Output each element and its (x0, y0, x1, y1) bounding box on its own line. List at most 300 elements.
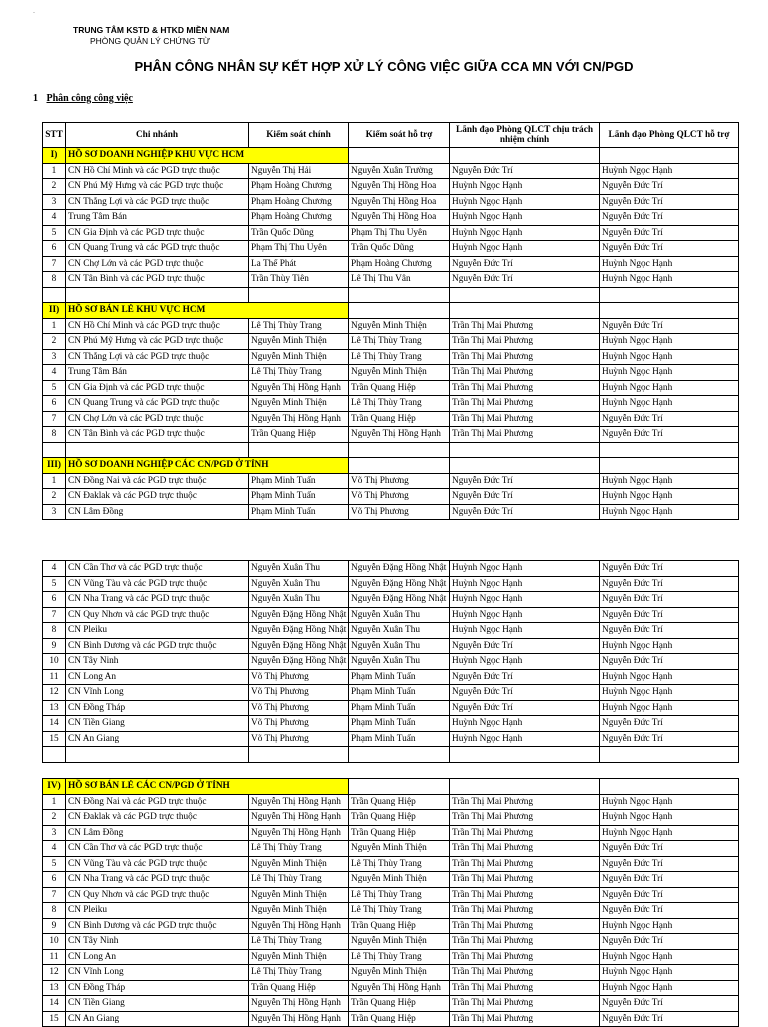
branch-cell: CN Vũng Tàu và các PGD trực thuộc (66, 576, 249, 592)
branch-cell: Trung Tâm Bán (66, 210, 249, 226)
lead-main-cell: Trần Thị Mai Phương (450, 887, 600, 903)
table-header-row (43, 123, 739, 148)
lead-support-cell: Huỳnh Ngọc Hạnh (600, 794, 739, 810)
empty-cell (600, 779, 739, 795)
lead-support-cell: Nguyễn Đức Trí (600, 731, 739, 747)
lead-support-cell: Huỳnh Ngọc Hạnh (600, 685, 739, 701)
main-controller-cell: Nguyễn Thị Hồng Hạnh (249, 810, 349, 826)
lead-main-cell: Trần Thị Mai Phương (450, 841, 600, 857)
table-row (43, 794, 739, 810)
main-controller-cell: Trần Quốc Dũng (249, 225, 349, 241)
branch-cell: CN Pleiku (66, 623, 249, 639)
table-row (43, 638, 739, 654)
col-header-stt: STT (43, 123, 66, 148)
branch-cell: CN An Giang (66, 731, 249, 747)
empty-cell (43, 442, 66, 458)
main-controller-cell: Lê Thị Thùy Trang (249, 872, 349, 888)
empty-cell (450, 779, 600, 795)
stt-cell: 5 (43, 380, 66, 396)
lead-support-cell: Huỳnh Ngọc Hạnh (600, 349, 739, 365)
empty-cell (450, 287, 600, 303)
col-header-lead-main: Lãnh đạo Phòng QLCT chịu trách nhiệm chính (450, 123, 600, 148)
empty-cell (349, 779, 450, 795)
table-row (43, 887, 739, 903)
support-controller-cell: Trần Quang Hiệp (349, 794, 450, 810)
main-controller-cell: Nguyễn Thị Hồng Hạnh (249, 411, 349, 427)
branch-cell: CN Lâm Đồng (66, 825, 249, 841)
main-controller-cell: La Thế Phát (249, 256, 349, 272)
stt-cell: 1 (43, 163, 66, 179)
support-controller-cell: Nguyễn Đặng Hồng Nhật (349, 592, 450, 608)
col-header-branch: Chi nhánh (66, 123, 249, 148)
main-controller-cell: Nguyễn Đặng Hồng Nhật (249, 607, 349, 623)
col-header-support-controller: Kiểm soát hỗ trợ (349, 123, 450, 148)
branch-cell: CN Quy Nhơn và các PGD trực thuộc (66, 887, 249, 903)
group-header-row (43, 303, 739, 319)
lead-support-cell: Huỳnh Ngọc Hạnh (600, 473, 739, 489)
main-controller-cell: Nguyễn Xuân Thu (249, 561, 349, 577)
empty-cell (43, 747, 66, 763)
support-controller-cell: Lê Thị Thùy Trang (349, 349, 450, 365)
lead-support-cell: Nguyễn Đức Trí (600, 607, 739, 623)
main-controller-cell: Nguyễn Minh Thiện (249, 349, 349, 365)
lead-support-cell: Nguyễn Đức Trí (600, 716, 739, 732)
lead-main-cell: Trần Thị Mai Phương (450, 1011, 600, 1027)
group-number: I) (43, 148, 66, 164)
support-controller-cell: Trần Quang Hiệp (349, 996, 450, 1012)
main-controller-cell: Lê Thị Thùy Trang (249, 934, 349, 950)
empty-cell (600, 458, 739, 474)
stt-cell: 7 (43, 887, 66, 903)
empty-cell (66, 442, 249, 458)
main-controller-cell: Nguyễn Thị Hồng Hạnh (249, 825, 349, 841)
lead-support-cell: Nguyễn Đức Trí (600, 179, 739, 195)
table-row (43, 504, 739, 520)
branch-cell: CN Hồ Chí Minh và các PGD trực thuộc (66, 318, 249, 334)
lead-main-cell: Trần Thị Mai Phương (450, 965, 600, 981)
empty-cell (600, 747, 739, 763)
lead-support-cell: Nguyễn Đức Trí (600, 934, 739, 950)
lead-support-cell: Nguyễn Đức Trí (600, 576, 739, 592)
lead-main-cell: Trần Thị Mai Phương (450, 349, 600, 365)
branch-cell: CN Đồng Tháp (66, 980, 249, 996)
stt-cell: 6 (43, 872, 66, 888)
lead-main-cell: Trần Thị Mai Phương (450, 903, 600, 919)
empty-cell (450, 458, 600, 474)
lead-main-cell: Huỳnh Ngọc Hạnh (450, 607, 600, 623)
branch-cell: CN Thắng Lợi và các PGD trực thuộc (66, 349, 249, 365)
branch-cell: CN Tiền Giang (66, 716, 249, 732)
lead-main-cell: Trần Thị Mai Phương (450, 318, 600, 334)
support-controller-cell: Nguyễn Thị Hồng Hạnh (349, 980, 450, 996)
table-row (43, 949, 739, 965)
empty-cell (450, 442, 600, 458)
lead-support-cell: Huỳnh Ngọc Hạnh (600, 365, 739, 381)
stt-cell: 2 (43, 179, 66, 195)
empty-cell (349, 747, 450, 763)
support-controller-cell: Nguyễn Minh Thiện (349, 934, 450, 950)
branch-cell: CN Quang Trung và các PGD trực thuộc (66, 241, 249, 257)
empty-cell (349, 148, 450, 164)
lead-main-cell: Trần Thị Mai Phương (450, 380, 600, 396)
lead-main-cell: Nguyễn Đức Trí (450, 256, 600, 272)
table-row (43, 685, 739, 701)
lead-support-cell: Huỳnh Ngọc Hạnh (600, 256, 739, 272)
stt-cell: 1 (43, 473, 66, 489)
main-controller-cell: Nguyễn Minh Thiện (249, 334, 349, 350)
lead-support-cell: Nguyễn Đức Trí (600, 427, 739, 443)
stt-cell: 4 (43, 210, 66, 226)
main-controller-cell: Lê Thị Thùy Trang (249, 841, 349, 857)
table-row (43, 965, 739, 981)
lead-main-cell: Huỳnh Ngọc Hạnh (450, 731, 600, 747)
table-row (43, 810, 739, 826)
lead-support-cell: Huỳnh Ngọc Hạnh (600, 638, 739, 654)
stt-cell: 8 (43, 903, 66, 919)
table-row (43, 272, 739, 288)
support-controller-cell: Phạm Thị Thu Uyên (349, 225, 450, 241)
empty-cell (349, 458, 450, 474)
lead-support-cell: Huỳnh Ngọc Hạnh (600, 700, 739, 716)
section-label: Phân công công việc (46, 93, 133, 104)
support-controller-cell: Phạm Minh Tuấn (349, 685, 450, 701)
main-controller-cell: Nguyễn Thị Hồng Hạnh (249, 1011, 349, 1027)
table-row (43, 427, 739, 443)
support-controller-cell: Võ Thị Phương (349, 504, 450, 520)
lead-support-cell: Nguyễn Đức Trí (600, 194, 739, 210)
lead-main-cell: Huỳnh Ngọc Hạnh (450, 716, 600, 732)
table-row (43, 872, 739, 888)
main-controller-cell: Lê Thị Thùy Trang (249, 365, 349, 381)
empty-cell (349, 442, 450, 458)
stt-cell: 8 (43, 272, 66, 288)
main-controller-cell: Nguyễn Xuân Thu (249, 576, 349, 592)
main-controller-cell: Lê Thị Thùy Trang (249, 318, 349, 334)
empty-cell (600, 303, 739, 319)
lead-main-cell: Nguyễn Đức Trí (450, 700, 600, 716)
stt-cell: 15 (43, 1011, 66, 1027)
support-controller-cell: Lê Thị Thùy Trang (349, 887, 450, 903)
blank-row (43, 442, 739, 458)
support-controller-cell: Nguyễn Xuân Thu (349, 638, 450, 654)
lead-main-cell: Trần Thị Mai Phương (450, 996, 600, 1012)
col-header-main-controller: Kiểm soát chính (249, 123, 349, 148)
group-number: II) (43, 303, 66, 319)
lead-support-cell: Huỳnh Ngọc Hạnh (600, 163, 739, 179)
main-controller-cell: Nguyễn Minh Thiện (249, 856, 349, 872)
lead-main-cell: Huỳnh Ngọc Hạnh (450, 561, 600, 577)
stt-cell: 15 (43, 731, 66, 747)
lead-main-cell: Huỳnh Ngọc Hạnh (450, 210, 600, 226)
support-controller-cell: Phạm Minh Tuấn (349, 669, 450, 685)
support-controller-cell: Nguyễn Thị Hồng Hạnh (349, 427, 450, 443)
branch-cell: CN Chợ Lớn và các PGD trực thuộc (66, 411, 249, 427)
empty-cell (600, 148, 739, 164)
support-controller-cell: Nguyễn Xuân Trường (349, 163, 450, 179)
main-controller-cell: Lê Thị Thùy Trang (249, 965, 349, 981)
branch-cell: CN Cần Thơ và các PGD trực thuộc (66, 561, 249, 577)
table-row (43, 473, 739, 489)
stt-cell: 12 (43, 965, 66, 981)
table-row (43, 396, 739, 412)
support-controller-cell: Lê Thị Thùy Trang (349, 396, 450, 412)
table-row (43, 334, 739, 350)
table-row (43, 592, 739, 608)
branch-cell: CN Vĩnh Long (66, 965, 249, 981)
branch-cell: CN Lâm Đồng (66, 504, 249, 520)
stt-cell: 4 (43, 561, 66, 577)
lead-main-cell: Trần Thị Mai Phương (450, 411, 600, 427)
support-controller-cell: Võ Thị Phương (349, 473, 450, 489)
lead-support-cell: Huỳnh Ngọc Hạnh (600, 669, 739, 685)
lead-main-cell: Trần Thị Mai Phương (450, 396, 600, 412)
stt-cell: 11 (43, 669, 66, 685)
branch-cell: CN Tiền Giang (66, 996, 249, 1012)
lead-support-cell: Nguyễn Đức Trí (600, 872, 739, 888)
lead-main-cell: Trần Thị Mai Phương (450, 872, 600, 888)
lead-main-cell: Trần Thị Mai Phương (450, 334, 600, 350)
stt-cell: 3 (43, 504, 66, 520)
stt-cell: 14 (43, 996, 66, 1012)
stt-cell: 1 (43, 794, 66, 810)
table-row (43, 365, 739, 381)
support-controller-cell: Nguyễn Đặng Hồng Nhật (349, 576, 450, 592)
support-controller-cell: Nguyễn Minh Thiện (349, 841, 450, 857)
stt-cell: 5 (43, 225, 66, 241)
branch-cell: CN Quy Nhơn và các PGD trực thuộc (66, 607, 249, 623)
lead-support-cell: Nguyễn Đức Trí (600, 841, 739, 857)
table-row (43, 411, 739, 427)
stt-cell: 8 (43, 427, 66, 443)
document-title: PHÂN CÔNG NHÂN SỰ KẾT HỢP XỬ LÝ CÔNG VIỆC GIỮA CCA MN VỚI CN/PGD (134, 59, 634, 74)
empty-cell (450, 303, 600, 319)
main-controller-cell: Nguyễn Thị Hải (249, 163, 349, 179)
lead-main-cell: Trần Thị Mai Phương (450, 980, 600, 996)
branch-cell: CN An Giang (66, 1011, 249, 1027)
main-controller-cell: Phạm Minh Tuấn (249, 489, 349, 505)
lead-main-cell: Huỳnh Ngọc Hạnh (450, 576, 600, 592)
table-row (43, 179, 739, 195)
table-row (43, 576, 739, 592)
branch-cell: CN Chợ Lớn và các PGD trực thuộc (66, 256, 249, 272)
support-controller-cell: Nguyễn Thị Hồng Hoa (349, 210, 450, 226)
lead-support-cell: Nguyễn Đức Trí (600, 903, 739, 919)
stt-cell: 14 (43, 716, 66, 732)
table-row (43, 856, 739, 872)
lead-support-cell: Nguyễn Đức Trí (600, 241, 739, 257)
main-controller-cell: Võ Thị Phương (249, 716, 349, 732)
stt-cell: 7 (43, 256, 66, 272)
branch-cell: CN Đồng Nai và các PGD trực thuộc (66, 794, 249, 810)
stt-cell: 7 (43, 607, 66, 623)
table-row (43, 716, 739, 732)
lead-main-cell: Nguyễn Đức Trí (450, 489, 600, 505)
branch-cell: CN Tây Ninh (66, 654, 249, 670)
support-controller-cell: Trần Quang Hiệp (349, 918, 450, 934)
table-row (43, 669, 739, 685)
support-controller-cell: Lê Thị Thùy Trang (349, 903, 450, 919)
lead-main-cell: Nguyễn Đức Trí (450, 638, 600, 654)
lead-main-cell: Huỳnh Ngọc Hạnh (450, 241, 600, 257)
support-controller-cell: Phạm Minh Tuấn (349, 700, 450, 716)
stt-cell: 2 (43, 489, 66, 505)
support-controller-cell: Nguyễn Đặng Hồng Nhật (349, 561, 450, 577)
empty-cell (66, 287, 249, 303)
stt-cell: 13 (43, 980, 66, 996)
branch-cell: CN Nha Trang và các PGD trực thuộc (66, 592, 249, 608)
lead-main-cell: Nguyễn Đức Trí (450, 669, 600, 685)
branch-cell: CN Đồng Nai và các PGD trực thuộc (66, 473, 249, 489)
branch-cell: CN Phú Mỹ Hưng và các PGD trực thuộc (66, 334, 249, 350)
table-row (43, 380, 739, 396)
main-controller-cell: Võ Thị Phương (249, 685, 349, 701)
stt-cell: 1 (43, 318, 66, 334)
empty-cell (249, 747, 349, 763)
empty-cell (600, 442, 739, 458)
main-controller-cell: Nguyễn Thị Hồng Hạnh (249, 380, 349, 396)
blank-row (43, 747, 739, 763)
table-row (43, 561, 739, 577)
lead-main-cell: Nguyễn Đức Trí (450, 163, 600, 179)
main-controller-cell: Phạm Hoàng Chương (249, 179, 349, 195)
support-controller-cell: Nguyễn Minh Thiện (349, 365, 450, 381)
blank-row (43, 287, 739, 303)
support-controller-cell: Lê Thị Thu Vân (349, 272, 450, 288)
main-controller-cell: Nguyễn Minh Thiện (249, 887, 349, 903)
main-controller-cell: Nguyễn Thị Hồng Hạnh (249, 996, 349, 1012)
lead-support-cell: Nguyễn Đức Trí (600, 561, 739, 577)
support-controller-cell: Trần Quang Hiệp (349, 411, 450, 427)
stt-cell: 10 (43, 934, 66, 950)
lead-main-cell: Trần Thị Mai Phương (450, 825, 600, 841)
empty-cell (66, 747, 249, 763)
lead-support-cell: Huỳnh Ngọc Hạnh (600, 396, 739, 412)
table-row (43, 318, 739, 334)
lead-main-cell: Huỳnh Ngọc Hạnh (450, 225, 600, 241)
branch-cell: CN Gia Định và các PGD trực thuộc (66, 225, 249, 241)
lead-main-cell: Huỳnh Ngọc Hạnh (450, 592, 600, 608)
table-row (43, 903, 739, 919)
support-controller-cell: Lê Thị Thùy Trang (349, 949, 450, 965)
support-controller-cell: Nguyễn Thị Hồng Hoa (349, 194, 450, 210)
page-dot: · (33, 10, 35, 16)
table-row (43, 489, 739, 505)
group-title: HỒ SƠ DOANH NGHIỆP KHU VỰC HCM (66, 148, 349, 164)
lead-support-cell: Nguyễn Đức Trí (600, 1011, 739, 1027)
stt-cell: 3 (43, 825, 66, 841)
group-title: HỒ SƠ DOANH NGHIỆP CÁC CN/PGD Ở TỈNH (66, 458, 349, 474)
branch-cell: CN Phú Mỹ Hưng và các PGD trực thuộc (66, 179, 249, 195)
lead-support-cell: Nguyễn Đức Trí (600, 411, 739, 427)
stt-cell: 6 (43, 592, 66, 608)
table-row (43, 825, 739, 841)
main-controller-cell: Nguyễn Minh Thiện (249, 396, 349, 412)
assignment-table-3 (42, 778, 739, 1027)
lead-support-cell: Nguyễn Đức Trí (600, 654, 739, 670)
empty-cell (349, 287, 450, 303)
table-row (43, 194, 739, 210)
branch-cell: CN Quang Trung và các PGD trực thuộc (66, 396, 249, 412)
main-controller-cell: Phạm Hoàng Chương (249, 210, 349, 226)
support-controller-cell: Nguyễn Minh Thiện (349, 318, 450, 334)
stt-cell: 13 (43, 700, 66, 716)
lead-support-cell: Huỳnh Ngọc Hạnh (600, 980, 739, 996)
lead-main-cell: Nguyễn Đức Trí (450, 272, 600, 288)
main-controller-cell: Phạm Hoàng Chương (249, 194, 349, 210)
main-controller-cell: Phạm Minh Tuấn (249, 473, 349, 489)
lead-main-cell: Trần Thị Mai Phương (450, 934, 600, 950)
branch-cell: CN Hồ Chí Minh và các PGD trực thuộc (66, 163, 249, 179)
main-controller-cell: Nguyễn Thị Hồng Hạnh (249, 794, 349, 810)
stt-cell: 6 (43, 396, 66, 412)
lead-support-cell: Nguyễn Đức Trí (600, 210, 739, 226)
lead-support-cell: Huỳnh Ngọc Hạnh (600, 810, 739, 826)
lead-support-cell: Nguyễn Đức Trí (600, 887, 739, 903)
support-controller-cell: Võ Thị Phương (349, 489, 450, 505)
table-row (43, 349, 739, 365)
main-controller-cell: Trần Quang Hiệp (249, 980, 349, 996)
branch-cell: CN Tân Bình và các PGD trực thuộc (66, 272, 249, 288)
department-name: PHÒNG QUẢN LÝ CHỨNG TỪ (90, 36, 211, 46)
empty-cell (249, 442, 349, 458)
lead-main-cell: Trần Thị Mai Phương (450, 949, 600, 965)
group-number: IV) (43, 779, 66, 795)
group-number: III) (43, 458, 66, 474)
branch-cell: CN Đaklak và các PGD trực thuộc (66, 810, 249, 826)
main-controller-cell: Nguyễn Đặng Hồng Nhật (249, 638, 349, 654)
empty-cell (450, 148, 600, 164)
support-controller-cell: Trần Quang Hiệp (349, 1011, 450, 1027)
empty-cell (600, 287, 739, 303)
lead-main-cell: Trần Thị Mai Phương (450, 365, 600, 381)
branch-cell: CN Bình Dương và các PGD trực thuộc (66, 918, 249, 934)
lead-support-cell: Nguyễn Đức Trí (600, 225, 739, 241)
support-controller-cell: Nguyễn Thị Hồng Hoa (349, 179, 450, 195)
lead-main-cell: Huỳnh Ngọc Hạnh (450, 623, 600, 639)
lead-support-cell: Huỳnh Ngọc Hạnh (600, 334, 739, 350)
lead-support-cell: Nguyễn Đức Trí (600, 856, 739, 872)
lead-main-cell: Nguyễn Đức Trí (450, 504, 600, 520)
branch-cell: CN Long An (66, 949, 249, 965)
table-row (43, 241, 739, 257)
group-title: HỒ SƠ BÁN LẺ KHU VỰC HCM (66, 303, 349, 319)
support-controller-cell: Trần Quang Hiệp (349, 825, 450, 841)
support-controller-cell: Phạm Minh Tuấn (349, 731, 450, 747)
table-row (43, 918, 739, 934)
section-number: 1 (33, 93, 38, 104)
lead-main-cell: Huỳnh Ngọc Hạnh (450, 179, 600, 195)
main-controller-cell: Trần Thùy Tiên (249, 272, 349, 288)
support-controller-cell: Lê Thị Thùy Trang (349, 856, 450, 872)
lead-support-cell: Huỳnh Ngọc Hạnh (600, 825, 739, 841)
branch-cell: CN Nha Trang và các PGD trực thuộc (66, 872, 249, 888)
support-controller-cell: Nguyễn Minh Thiện (349, 965, 450, 981)
main-controller-cell: Trần Quang Hiệp (249, 427, 349, 443)
lead-main-cell: Huỳnh Ngọc Hạnh (450, 654, 600, 670)
branch-cell: CN Tân Bình và các PGD trực thuộc (66, 427, 249, 443)
branch-cell: CN Đồng Tháp (66, 700, 249, 716)
branch-cell: CN Long An (66, 669, 249, 685)
lead-support-cell: Huỳnh Ngọc Hạnh (600, 965, 739, 981)
branch-cell: CN Vĩnh Long (66, 685, 249, 701)
stt-cell: 4 (43, 365, 66, 381)
support-controller-cell: Lê Thị Thùy Trang (349, 334, 450, 350)
section-heading (33, 93, 133, 104)
stt-cell: 12 (43, 685, 66, 701)
support-controller-cell: Trần Quang Hiệp (349, 380, 450, 396)
lead-support-cell: Nguyễn Đức Trí (600, 623, 739, 639)
lead-main-cell: Trần Thị Mai Phương (450, 918, 600, 934)
